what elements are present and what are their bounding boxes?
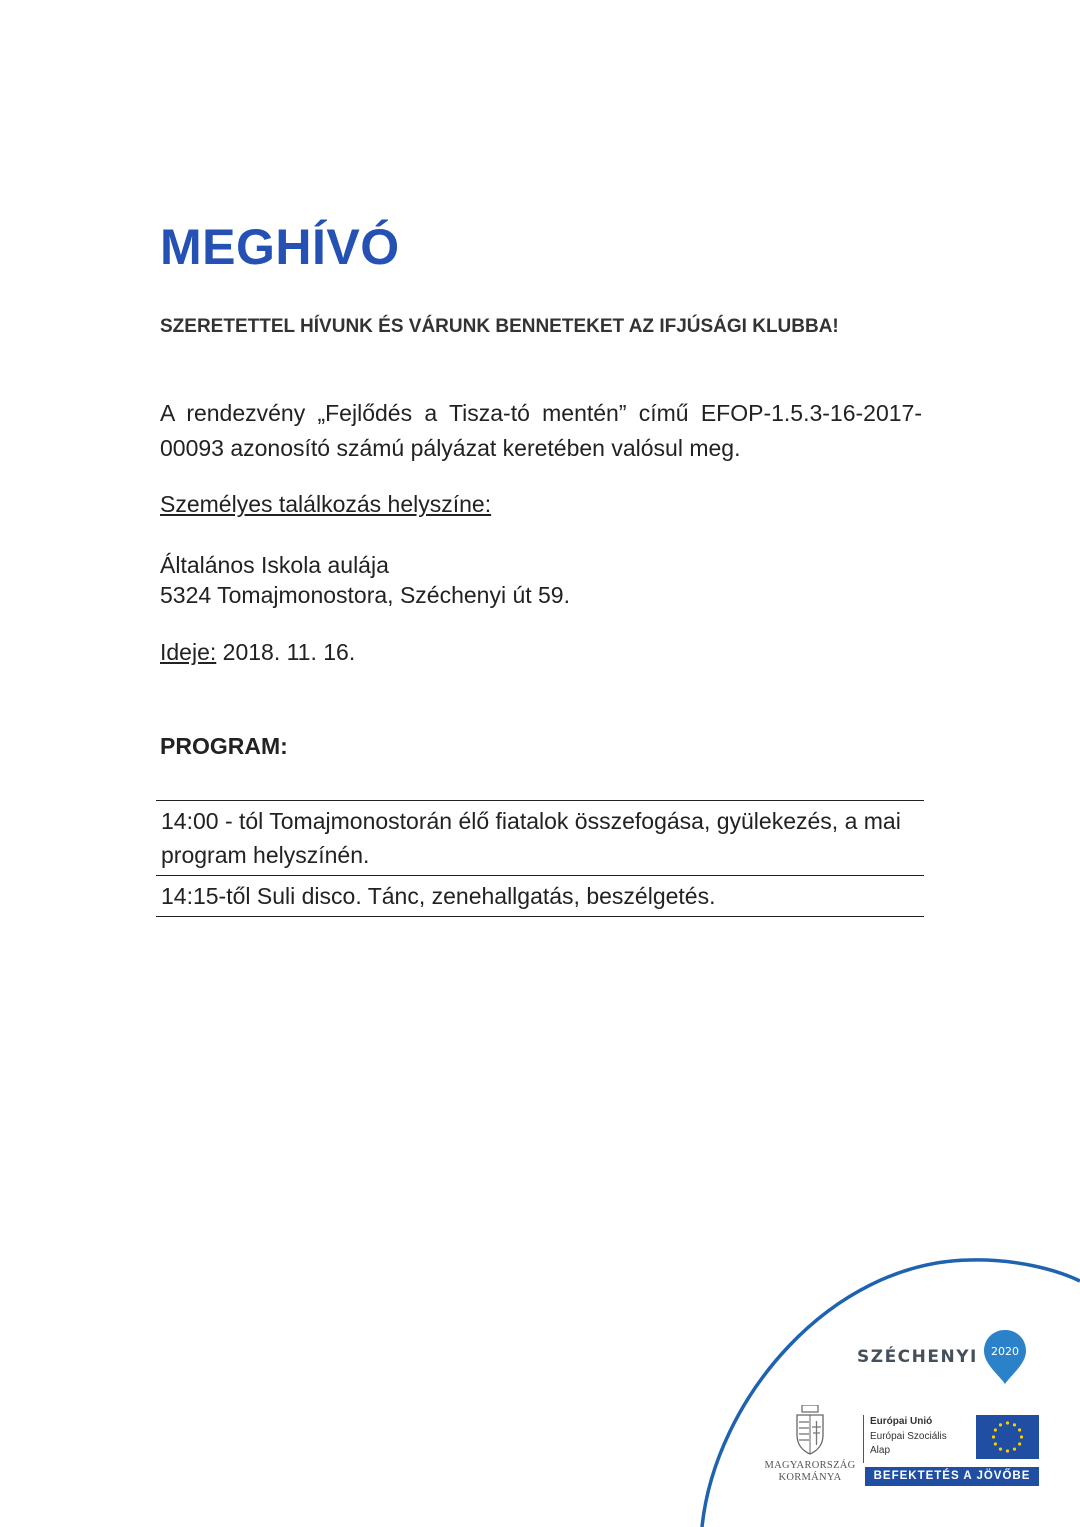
eu-text <box>863 1415 947 1463</box>
program-heading: PROGRAM: <box>160 733 288 759</box>
eu-star <box>994 1428 997 1431</box>
eu-star <box>1020 1435 1023 1438</box>
eu-star <box>1018 1442 1021 1445</box>
date-value: 2018. 11. 16. <box>222 639 356 665</box>
government-logo <box>760 1405 860 1484</box>
gov-name-line2: KORMÁNYA <box>778 1472 842 1483</box>
eu-flag-icon <box>976 1415 1039 1459</box>
szechenyi-label: SZÉCHENYI <box>857 1347 978 1367</box>
eu-star <box>1006 1421 1009 1424</box>
eu-star <box>1013 1448 1016 1451</box>
coat-of-arms-icon <box>790 1405 830 1455</box>
page-title: MEGHÍVÓ <box>160 219 400 275</box>
eu-line2: Európai Szociális <box>870 1430 947 1442</box>
eu-star <box>999 1423 1002 1426</box>
eu-star <box>992 1435 995 1438</box>
gov-name-line1: MAGYARORSZÁG <box>764 1460 856 1471</box>
eu-line3: Alap <box>870 1445 891 1456</box>
program-row: 14:00 - tól Tomajmonostorán élő fiatalok összefogása, gyülekezés, a mai program helyszínén. <box>156 801 924 876</box>
eu-slogan: BEFEKTETÉS A JÖVŐBE <box>865 1467 1039 1486</box>
intro-paragraph: A rendezvény „Fejlődés a Tisza-tó mentén” című EFOP-1.5.3-16-2017-00093 azonosító számú pályázat keretében valósul meg. <box>160 400 922 461</box>
eu-star <box>1006 1449 1009 1452</box>
venue-address: 5324 Tomajmonostora, Széchenyi út 59. <box>160 582 570 608</box>
eu-star <box>999 1448 1002 1451</box>
szechenyi-year: 2020 <box>990 1345 1019 1358</box>
szechenyi-2020-logo <box>857 1328 1028 1386</box>
eu-line1: Európai Unió <box>870 1416 933 1427</box>
venue-label: Személyes találkozás helyszíne: <box>160 491 492 517</box>
program-row: 14:15-től Suli disco. Tánc, zenehallgatás, beszélgetés. <box>156 876 924 917</box>
eu-star <box>1018 1428 1021 1431</box>
eu-star <box>994 1442 997 1445</box>
date-label: Ideje: <box>160 639 217 665</box>
map-pin-icon <box>982 1328 1028 1386</box>
eu-star <box>1013 1423 1016 1426</box>
invitation-subtitle: SZERETETTEL HÍVUNK ÉS VÁRUNK BENNETEKET AZ IFJÚSÁGI KLUBBA! <box>160 316 839 337</box>
venue-name: Általános Iskola aulája <box>160 552 389 578</box>
